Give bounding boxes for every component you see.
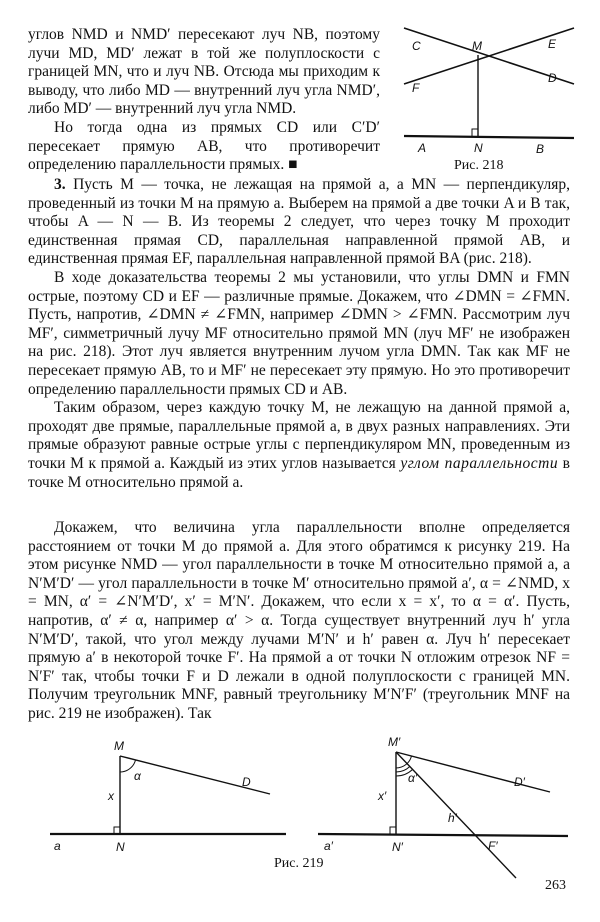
paragraph-continuation: углов NMD и NMD′ пересекают луч NB, поэтому лучи MD, MD′ лежат в той же полуплоскости с границей MN, что и луч NB. Отсюда мы приходим к выводу, что либо MD — внутренний луч угла NMD′, либо MD′ — внутренний луч угла NMD. [28,26,380,118]
ray-m-prime-d-prime [396,752,550,792]
label-a: a [54,839,61,853]
text-top-left [28,26,380,175]
figure-219 [28,730,570,880]
label-F-prime: F′ [488,839,498,853]
label-alpha: α [134,769,141,783]
label-M: M [114,739,124,753]
label-x: x [108,789,114,803]
paragraph-definition [28,399,570,492]
label-B: B [536,142,545,156]
label-A: A [418,141,427,155]
label-a-prime: a′ [324,839,333,853]
label-M: M [472,39,482,53]
label-N: N [474,141,483,155]
line-ab [404,136,574,138]
term-angle-of-parallelism: углом параллельности [400,454,559,472]
line-a-prime [318,834,568,836]
label-D: D [242,775,251,789]
label-N: N [116,840,125,854]
paragraph-proof-distance: Докажем, что величина угла параллельности вполне определяется расстоянием от точки M до прямой a. Для этого обратимся к рисунку 219. На этом рисунке NMD — угол параллельности в точке M относительно прямой a, а N′M′D′ — угол параллельности в точке M′ относительно прямой a′, α = ∠NMD, x = MN, α′ = ∠N′M′D′, x′ = M′N′. Докажем, что если x = x′, то α = α′. Пусть, напротив, α′ ≠ α, например α′ > α. Тогда существует внутренний луч h′ угла N′M′D′, такой, что угол между лучами M′N′ и h′ равен α. Луч h′ пересекает прямую a′ в некоторой точке F′. На прямой a от точки N отложим отрезок NF = N′F′ так, чтобы точки F и D лежали в одной полуплоскости с границей MN. Получим треугольник MNF, равный треугольнику M′N′F′ (треугольник MNF на рис. 219 не изображен). Так [28,519,570,722]
figure-218 [396,22,576,180]
label-M-prime: M′ [388,735,401,749]
figure-219-right [318,735,568,878]
right-angle-mark [472,129,478,136]
figure-218-diagram [396,22,576,180]
label-N-prime: N′ [392,840,403,854]
definition-text-a: Таким образом, через каждую точку M, не лежащую на данной прямой a, проходят две прямые, параллельные прямой a, в двух разных направлениях. Эти прямые образуют равные острые углы с перпендикуляром MN, проведенным из точки M к прямой a. Каждый из этих углов называется [28,399,570,472]
label-C: C [412,39,421,53]
label-D: D [548,71,557,85]
right-angle-mark-right [390,827,396,834]
item-3 [28,176,570,269]
item-3-text: Пусть M — точка, не лежащая на прямой a, а MN — перпендикуляр, проведенный из точки M на прямую a. Выберем на прямой a две точки A и B так, чтобы A — N — B. Из теоремы 2 следует, что через точку M проходит единственная прямая CD, параллельная направленной прямой AB, и единственная прямая EF, параллельная направленной прямой BA (рис. 218). [28,176,571,268]
label-E: E [548,37,557,51]
label-F: F [412,81,420,95]
label-D-prime: D′ [514,775,525,789]
definition-text-b: в точке M относительно прямой a. [28,454,570,491]
item-3-number: 3. [54,176,66,193]
page-number: 263 [545,878,566,893]
label-x-prime: x′ [378,789,387,803]
label-h-prime: h′ [448,811,457,825]
paragraph-contradiction: Но тогда одна из прямых CD или C′D′ пересекает прямую AB, что противоречит определению параллельности прямых. ■ [28,118,380,174]
label-alpha-prime: α′ [408,771,418,785]
text-main [28,176,570,492]
figure-219-caption: Рис. 219 [274,856,324,871]
text-lower [28,519,570,724]
figure-219-left [50,739,286,854]
figure-218-caption: Рис. 218 [454,158,504,173]
paragraph-proof-angles: В ходе доказательства теоремы 2 мы установили, что углы DMN и FMN острые, поэтому CD и EF — различные прямые. Докажем, что ∠DMN = ∠FMN. Пусть, напротив, ∠DMN ≠ ∠FMN, например ∠DMN > ∠FMN. Рассмотрим луч MF′, симметричный лучу MF относительно прямой MN (луч MF′ не изображен на рис. 218). Этот луч является внутренним лучом угла DMN. Так как MF не пересекает прямую AB, то и MF′ не пересекает эту прямую. Но это противоречит определению параллельности прямых CD и AB. [28,268,570,398]
